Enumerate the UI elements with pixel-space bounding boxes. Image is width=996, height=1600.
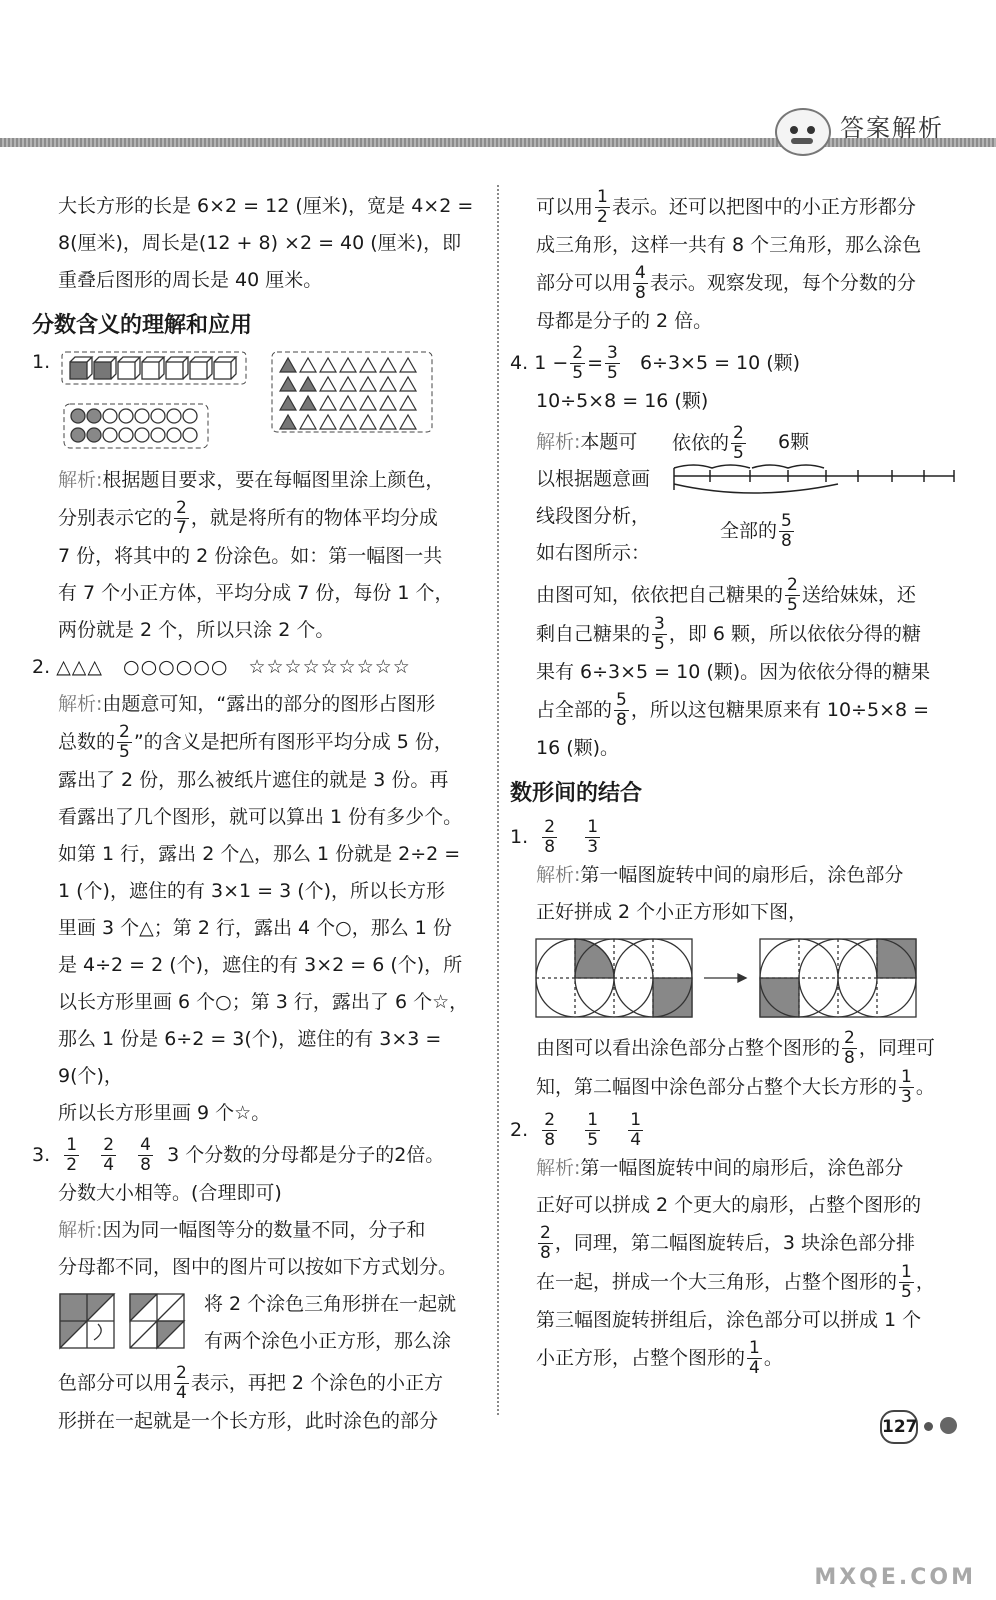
- q2-analysis: 以长方形里画 6 个○；第 3 行，露出了 6 个☆，: [58, 991, 469, 1013]
- section-title: 数形间的结合: [510, 781, 643, 806]
- segment-label-top: 依依的 $\frac{2}{5}$: [672, 423, 744, 463]
- header-title: 答案解析: [840, 114, 944, 142]
- q1-analysis: 解析:根据题目要求，要在每幅图里涂上颜色，: [58, 469, 445, 491]
- triangles-figure: [270, 350, 436, 436]
- intro-line: 重叠后图形的周长是 40 厘米。: [58, 269, 323, 291]
- sx-q2-analysis: 解析:第一幅图旋转中间的扇形后，涂色部分: [536, 1157, 904, 1179]
- circles-figure: [62, 402, 212, 452]
- q2-analysis: 是 4÷2 = 2 (个)，遮住的有 3×2 = 6 (个)，所: [58, 954, 463, 976]
- q3-analysis: 有两个涂色小正方形，那么涂: [204, 1330, 452, 1352]
- decorative-dot-icon: [940, 1417, 957, 1434]
- q2-analysis: 总数的 $\frac{2}{5}$ ”的含义是把所有图形平均分成 5 份，: [58, 722, 453, 762]
- q4-analysis: 16 (颗)。: [536, 737, 620, 759]
- continued-text: 部分可以用 $\frac{4}{8}$ 表示。观察发现，每个分数的分: [536, 263, 916, 303]
- sx-q1-analysis: 解析:第一幅图旋转中间的扇形后，涂色部分: [536, 864, 904, 886]
- q2-analysis: 1 (个)，遮住的有 3×1 = 3 (个)，所以长方形: [58, 880, 446, 902]
- sx-q2-analysis: 第三幅图旋转拼组后，涂色部分可以拼成 1 个: [536, 1309, 922, 1331]
- q4-analysis: 如右图所示：: [536, 542, 651, 564]
- q3-analysis: 分母都不同，图中的图片可以按如下方式划分。: [58, 1256, 458, 1278]
- sx-q2-answer: 2. $\frac{2}{8}$ $\frac{1}{5}$ $\frac{1}{4}$: [510, 1110, 642, 1150]
- intro-line: 大长方形的长是 6×2 = 12 (厘米)，宽是 4×2 =: [58, 195, 474, 217]
- q4-analysis: 解析:本题可: [536, 431, 638, 453]
- segment-label-bottom: 全部的 $\frac{5}{8}$: [720, 511, 792, 551]
- intro-line: 8(厘米)，周长是(12 + 8) ×2 = 40 (厘米)，即: [58, 232, 462, 254]
- q2-analysis: 露出了 2 份，那么被纸片遮住的就是 3 份。再: [58, 769, 449, 791]
- q4-equation: 4. 1 − $\frac{2}{5}$ = $\frac{3}{5}$ 6÷3×5 = 10 (颗): [510, 343, 801, 383]
- rotation-figure: [534, 935, 974, 1025]
- q4-analysis: 线段图分析，: [536, 505, 651, 527]
- sx-q2-analysis: 在一起，拼成一个大三角形，占整个图形的 $\frac{1}{5}$ ，: [536, 1262, 935, 1302]
- mascot-logo-icon: [775, 108, 831, 156]
- q1-analysis: 分别表示它的 $\frac{2}{7}$ ，就是将所有的物体平均分成: [58, 498, 438, 538]
- q4-analysis: 剩自己糖果的 $\frac{3}{5}$ ，即 6 颗，所以依依分得的糖: [536, 614, 922, 654]
- q3-analysis: 解析:因为同一幅图等分的数量不同，分子和: [58, 1219, 426, 1241]
- sx-q1-analysis: 正好拼成 2 个小正方形如下图，: [536, 901, 808, 923]
- q4-analysis: 由图可知，依依把自己糖果的 $\frac{2}{5}$ 送给妹妹，还: [536, 575, 916, 615]
- segment-diagram: [670, 424, 960, 574]
- question-number: 1.: [32, 351, 51, 373]
- q1-figures: [32, 350, 492, 462]
- column-divider: [497, 185, 499, 1415]
- decorative-dot-icon: [924, 1422, 933, 1431]
- q2-analysis: 所以长方形里画 9 个☆。: [58, 1102, 271, 1124]
- continued-text: 可以用 $\frac{1}{2}$ 表示。还可以把图中的小正方形都分: [536, 187, 916, 227]
- q4-analysis-block: [510, 424, 975, 576]
- q3-squares-figure: [58, 1292, 188, 1350]
- q1-analysis: 有 7 个小正方体，平均分成 7 份，每份 1 个，: [58, 582, 454, 604]
- segment-line: [670, 462, 960, 522]
- q2-analysis: 看露出了几个图形，就可以算出 1 份有多少个。: [58, 806, 463, 828]
- sx-q1-analysis: 由图可以看出涂色部分占整个图形的 $\frac{2}{8}$ ，同理可: [536, 1028, 935, 1068]
- sx-q2-analysis: 正好可以拼成 2 个更大的扇形，占整个图形的: [536, 1194, 922, 1216]
- page-number: 127: [880, 1410, 918, 1444]
- cubes-figure: [60, 350, 250, 388]
- q1-analysis: 7 份，将其中的 2 份涂色。如：第一幅图一共: [58, 545, 443, 567]
- q4-analysis: 以根据题意画: [536, 468, 651, 490]
- q3-analysis: 色部分可以用 $\frac{2}{4}$ 表示，再把 2 个涂色的小正方: [58, 1363, 444, 1403]
- watermark: MXQE.COM: [814, 1565, 976, 1590]
- q2-analysis: 那么 1 份是 6÷2 = 3(个)，遮住的有 3×3 = 9(个)，: [58, 1028, 442, 1087]
- segment-label-six: 6颗: [778, 431, 810, 453]
- q4-analysis: 果有 6÷3×5 = 10 (颗)。因为依依分得的糖果: [536, 661, 931, 683]
- section-title: 分数含义的理解和应用: [32, 313, 253, 338]
- sx-q1-analysis: 知，第二幅图中涂色部分占整个大长方形的 $\frac{1}{3}$ 。: [536, 1067, 935, 1107]
- q3-answer: 3. $\frac{1}{2}$ $\frac{2}{4}$ $\frac{4}{8}$ 3 个分数的分母都是分子的2倍。: [32, 1135, 445, 1175]
- q4-equation: 10÷5×8 = 16 (颗): [536, 390, 709, 412]
- q3-answer: 分数大小相等。(合理即可): [58, 1182, 282, 1204]
- q4-analysis: 占全部的 $\frac{5}{8}$ ，所以这包糖果原来有 10÷5×8 =: [536, 690, 930, 730]
- q2-analysis: 解析:由题意可知，“露出的部分的图形占图形: [58, 693, 436, 715]
- sx-q1-answer: 1. $\frac{2}{8}$ $\frac{1}{3}$: [510, 817, 599, 857]
- left-column: [32, 188, 492, 1440]
- continued-text: 成三角形，这样一共有 8 个三角形，那么涂色: [536, 234, 922, 256]
- q1-analysis: 两份就是 2 个，所以只涂 2 个。: [58, 619, 335, 641]
- q2-analysis: 如第 1 行，露出 2 个△，那么 1 份就是 2÷2 =: [58, 843, 461, 865]
- sx-q2-analysis: 小正方形，占整个图形的 $\frac{1}{4}$ 。: [536, 1338, 783, 1378]
- q3-figure-row: [32, 1286, 492, 1360]
- q2-answer: 2. △△△ ○○○○○○ ☆☆☆☆☆☆☆☆☆: [32, 656, 411, 678]
- continued-text: 母都是分子的 2 倍。: [536, 310, 713, 332]
- right-column: [510, 188, 975, 1378]
- q3-analysis: 将 2 个涂色三角形拼在一起就: [204, 1293, 457, 1315]
- sx-q2-analysis: $\frac{2}{8}$ ，同理，第二幅图旋转后，3 块涂色部分排: [540, 1223, 915, 1263]
- q3-analysis: 形拼在一起就是一个长方形，此时涂色的部分: [58, 1410, 439, 1432]
- q2-analysis: 里画 3 个△；第 2 行，露出 4 个○，那么 1 份: [58, 917, 452, 939]
